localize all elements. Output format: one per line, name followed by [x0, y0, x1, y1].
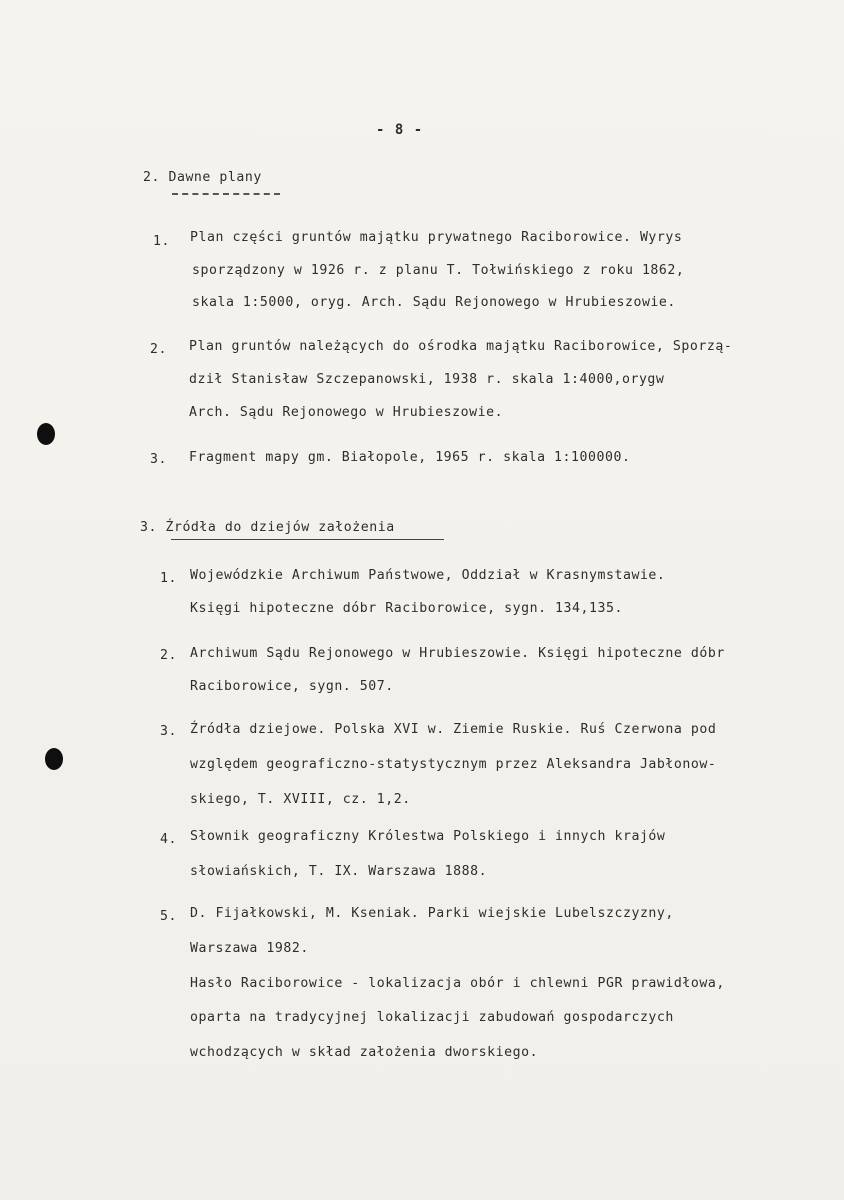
s3-item-4-number: 4. — [160, 832, 177, 847]
s3-item-3-line-3: skiego, T. XVIII, cz. 1,2. — [190, 792, 411, 807]
s2-item-1-number: 1. — [153, 234, 170, 249]
section-3-heading-underline — [171, 539, 444, 540]
s3-item-2-line-1: Archiwum Sądu Rejonowego w Hrubieszowie. Księgi hipoteczne dóbr — [190, 646, 725, 661]
s3-item-3-number: 3. — [160, 724, 177, 739]
s2-item-1-line-1: Plan części gruntów majątku prywatnego Raciborowice. Wyrys — [190, 230, 683, 245]
s2-item-2-number: 2. — [150, 342, 167, 357]
s3-item-2-number: 2. — [160, 648, 177, 663]
s3-item-3-line-1: Źródła dziejowe. Polska XVI w. Ziemie Ruskie. Ruś Czerwona pod — [190, 722, 717, 737]
s3-item-3-line-2: względem geograficzno-statystycznym przez Aleksandra Jabłonow- — [190, 757, 717, 772]
s3-item-5-number: 5. — [160, 909, 177, 924]
s2-item-3-line-1: Fragment mapy gm. Białopole, 1965 r. skala 1:100000. — [189, 450, 631, 465]
section-3-heading: 3. Źródła do dziejów założenia — [140, 520, 395, 535]
s3-item-1-line-2: Księgi hipoteczne dóbr Raciborowice, sygn. 134,135. — [190, 601, 623, 616]
s2-item-1-line-3: skala 1:5000, oryg. Arch. Sądu Rejonowego w Hrubieszowie. — [192, 295, 676, 310]
punch-hole-bottom — [45, 748, 63, 770]
section-2-heading: 2. Dawne plany — [143, 170, 262, 185]
s2-item-2-line-3: Arch. Sądu Rejonowego w Hrubieszowie. — [189, 405, 504, 420]
s3-item-5-line-3: Hasło Raciborowice - lokalizacja obór i chlewni PGR prawidłowa, — [190, 976, 725, 991]
page-number: - 8 - — [376, 122, 424, 138]
s3-item-5-line-4: oparta na tradycyjnej lokalizacji zabudowań gospodarczych — [190, 1010, 674, 1025]
s3-item-5-line-5: wchodzących w skład założenia dworskiego. — [190, 1045, 539, 1060]
s3-item-1-line-1: Wojewódzkie Archiwum Państwowe, Oddział w Krasnymstawie. — [190, 568, 666, 583]
s2-item-2-line-1: Plan gruntów należących do ośrodka majątku Raciborowice, Sporzą- — [189, 339, 733, 354]
s3-item-4-line-2: słowiańskich, T. IX. Warszawa 1888. — [190, 864, 488, 879]
s3-item-4-line-1: Słownik geograficzny Królestwa Polskiego i innych krajów — [190, 829, 666, 844]
s2-item-3-number: 3. — [150, 452, 167, 467]
s3-item-5-line-1: D. Fijałkowski, M. Kseniak. Parki wiejskie Lubelszczyzny, — [190, 906, 674, 921]
s3-item-5-line-2: Warszawa 1982. — [190, 941, 309, 956]
s3-item-2-line-2: Raciborowice, sygn. 507. — [190, 679, 394, 694]
section-2-heading-underline — [172, 193, 280, 195]
punch-hole-top — [37, 423, 55, 445]
s2-item-1-line-2: sporządzony w 1926 r. z planu T. Tołwińskiego z roku 1862, — [192, 263, 685, 278]
s3-item-1-number: 1. — [160, 571, 177, 586]
s2-item-2-line-2: dził Stanisław Szczepanowski, 1938 r. skala 1:4000,orygw — [189, 372, 665, 387]
